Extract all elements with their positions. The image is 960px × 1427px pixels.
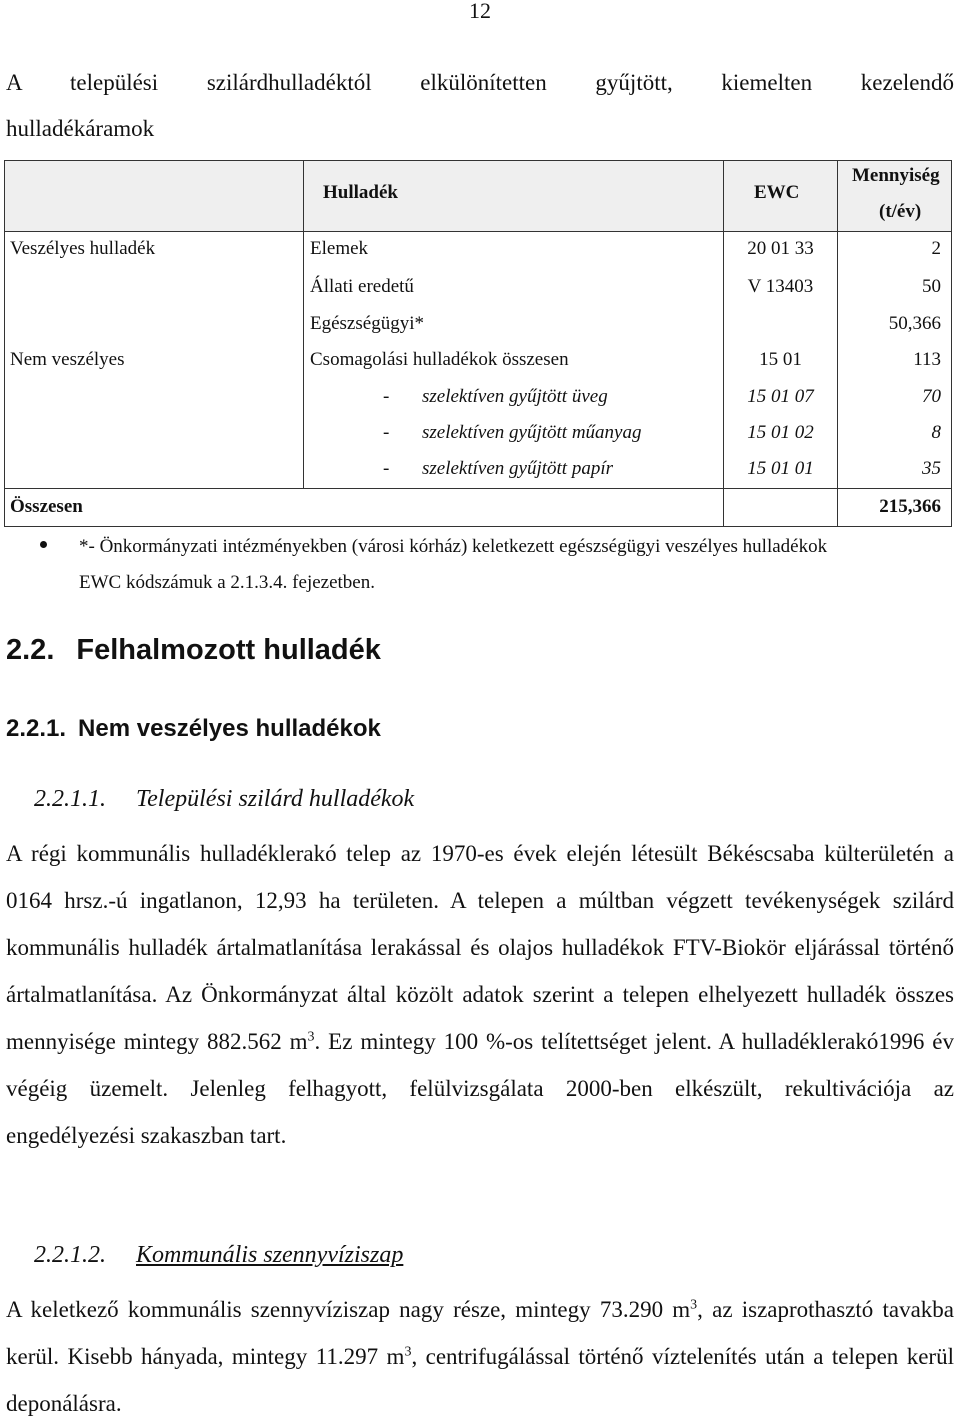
table-caption-line-1: A települési szilárdhulladéktól elkülönítetten gyűjtött, kiemelten kezelendő	[6, 70, 954, 95]
total-quantity: 215,366	[879, 496, 941, 517]
row-dash: -	[383, 458, 390, 479]
bullet-icon	[40, 541, 47, 548]
footnote-line-1: *- Önkormányzati intézményekben (városi kórház) keletkezett egészségügyi veszélyes hulladékok	[79, 536, 828, 557]
row-category: Nem veszélyes	[10, 349, 125, 370]
table-header-border	[4, 231, 952, 232]
paragraph-landfill	[6, 830, 954, 1159]
row-quantity: 70	[922, 386, 941, 407]
row-waste: Csomagolási hulladékok összesen	[310, 349, 569, 370]
table-total-border	[4, 488, 952, 489]
footnote-line-2: EWC kódszámuk a 2.1.3.4. fejezetben.	[79, 572, 375, 593]
row-waste: Elemek	[310, 238, 369, 259]
superscript: 3	[404, 1344, 412, 1360]
subsubsection-number: 2.2.1.2.	[34, 1242, 106, 1268]
table-column-divider	[837, 160, 838, 526]
row-dash: -	[383, 386, 390, 407]
row-category: Veszélyes hulladék	[10, 238, 156, 259]
row-ewc: 15 01 02	[747, 422, 814, 443]
row-quantity: 113	[913, 349, 941, 370]
row-ewc: 20 01 33	[747, 238, 814, 259]
header-quantity-unit: (t/év)	[879, 201, 922, 222]
subsubsection-heading	[34, 1242, 403, 1269]
table-caption-line-2: hulladékáramok	[6, 116, 155, 141]
paragraph-text: , centrifugálással történő víztelenítés után a telepen kerül deponálásra.	[6, 1344, 954, 1416]
row-ewc: 15 01 01	[747, 458, 814, 479]
subsubsection-number: 2.2.1.1.	[34, 786, 106, 812]
table-left-border	[4, 160, 5, 526]
table-right-border	[951, 160, 952, 526]
row-dash: -	[383, 422, 390, 443]
subsection-heading	[6, 715, 381, 743]
total-label: Összesen	[10, 496, 83, 517]
paragraph-text: . Ez mintegy 100 %-os telítettséget jelent. A hulladéklerakó1996 év végéig üzemelt. Jelenleg felhagyott, felülvizsgálata 2000-ben elkészült, rekultivációja az engedélyezési szakaszban tart.	[6, 1029, 954, 1148]
paragraph-text: , az iszaprothasztó tavakba kerül. Kisebb hányada, mintegy 11.297 m	[6, 1297, 954, 1369]
section-number: 2.2.	[6, 634, 55, 666]
row-ewc: 15 01 07	[747, 386, 814, 407]
header-waste: Hulladék	[323, 182, 398, 203]
subsubsection-title: Települési szilárd hulladékok	[136, 786, 415, 812]
row-waste: szelektíven gyűjtött műanyag	[422, 422, 642, 443]
header-ewc: EWC	[754, 182, 800, 203]
row-ewc: V 13403	[747, 276, 814, 297]
paragraph-text: A régi kommunális hulladéklerakó telep az 1970-es évek elején létesült Békéscsaba külterületén a 0164 hrsz.-ú ingatlanon, 12,93 ha területen. A telepen a múltban végzett tevékenységek szilárd kommunális hulladék ártalmatlanítása lerakással és olajos hulladékok FTV-Biokör eljárással történő ártalmatlanítása. Az Önkormányzat által közölt adatok szerint a telepen elhelyezett hulladék összes mennyisége mintegy 882.562 m	[6, 841, 954, 1054]
row-ewc: 15 01	[759, 349, 802, 370]
row-quantity: 50	[922, 276, 941, 297]
subsubsection-title: Kommunális szennyvíziszap	[136, 1242, 404, 1268]
row-quantity: 2	[931, 238, 941, 259]
subsection-title: Nem veszélyes hulladékok	[78, 715, 381, 742]
superscript: 3	[307, 1029, 315, 1045]
row-quantity: 8	[931, 422, 941, 443]
paragraph-sludge	[6, 1286, 954, 1427]
subsubsection-heading	[34, 786, 414, 813]
row-waste: szelektíven gyűjtött papír	[422, 458, 614, 479]
page-number: 12	[469, 0, 491, 23]
paragraph-text: A keletkező kommunális szennyvíziszap nagy része, mintegy 73.290 m	[6, 1297, 691, 1322]
row-waste: Egészségügyi*	[310, 313, 424, 334]
row-quantity: 35	[922, 458, 941, 479]
row-waste: szelektíven gyűjtött üveg	[422, 386, 608, 407]
row-quantity: 50,366	[888, 313, 941, 334]
superscript: 3	[690, 1297, 698, 1313]
table-bottom-border	[4, 526, 952, 527]
row-waste: Állati eredetű	[310, 276, 414, 297]
table-column-divider	[303, 160, 304, 488]
table-top-border	[4, 160, 952, 161]
subsection-number: 2.2.1.	[6, 715, 67, 742]
section-title: Felhalmozott hulladék	[76, 634, 381, 666]
table-header-background	[4, 160, 952, 231]
section-heading	[6, 634, 381, 667]
header-quantity: Mennyiség	[852, 165, 940, 186]
